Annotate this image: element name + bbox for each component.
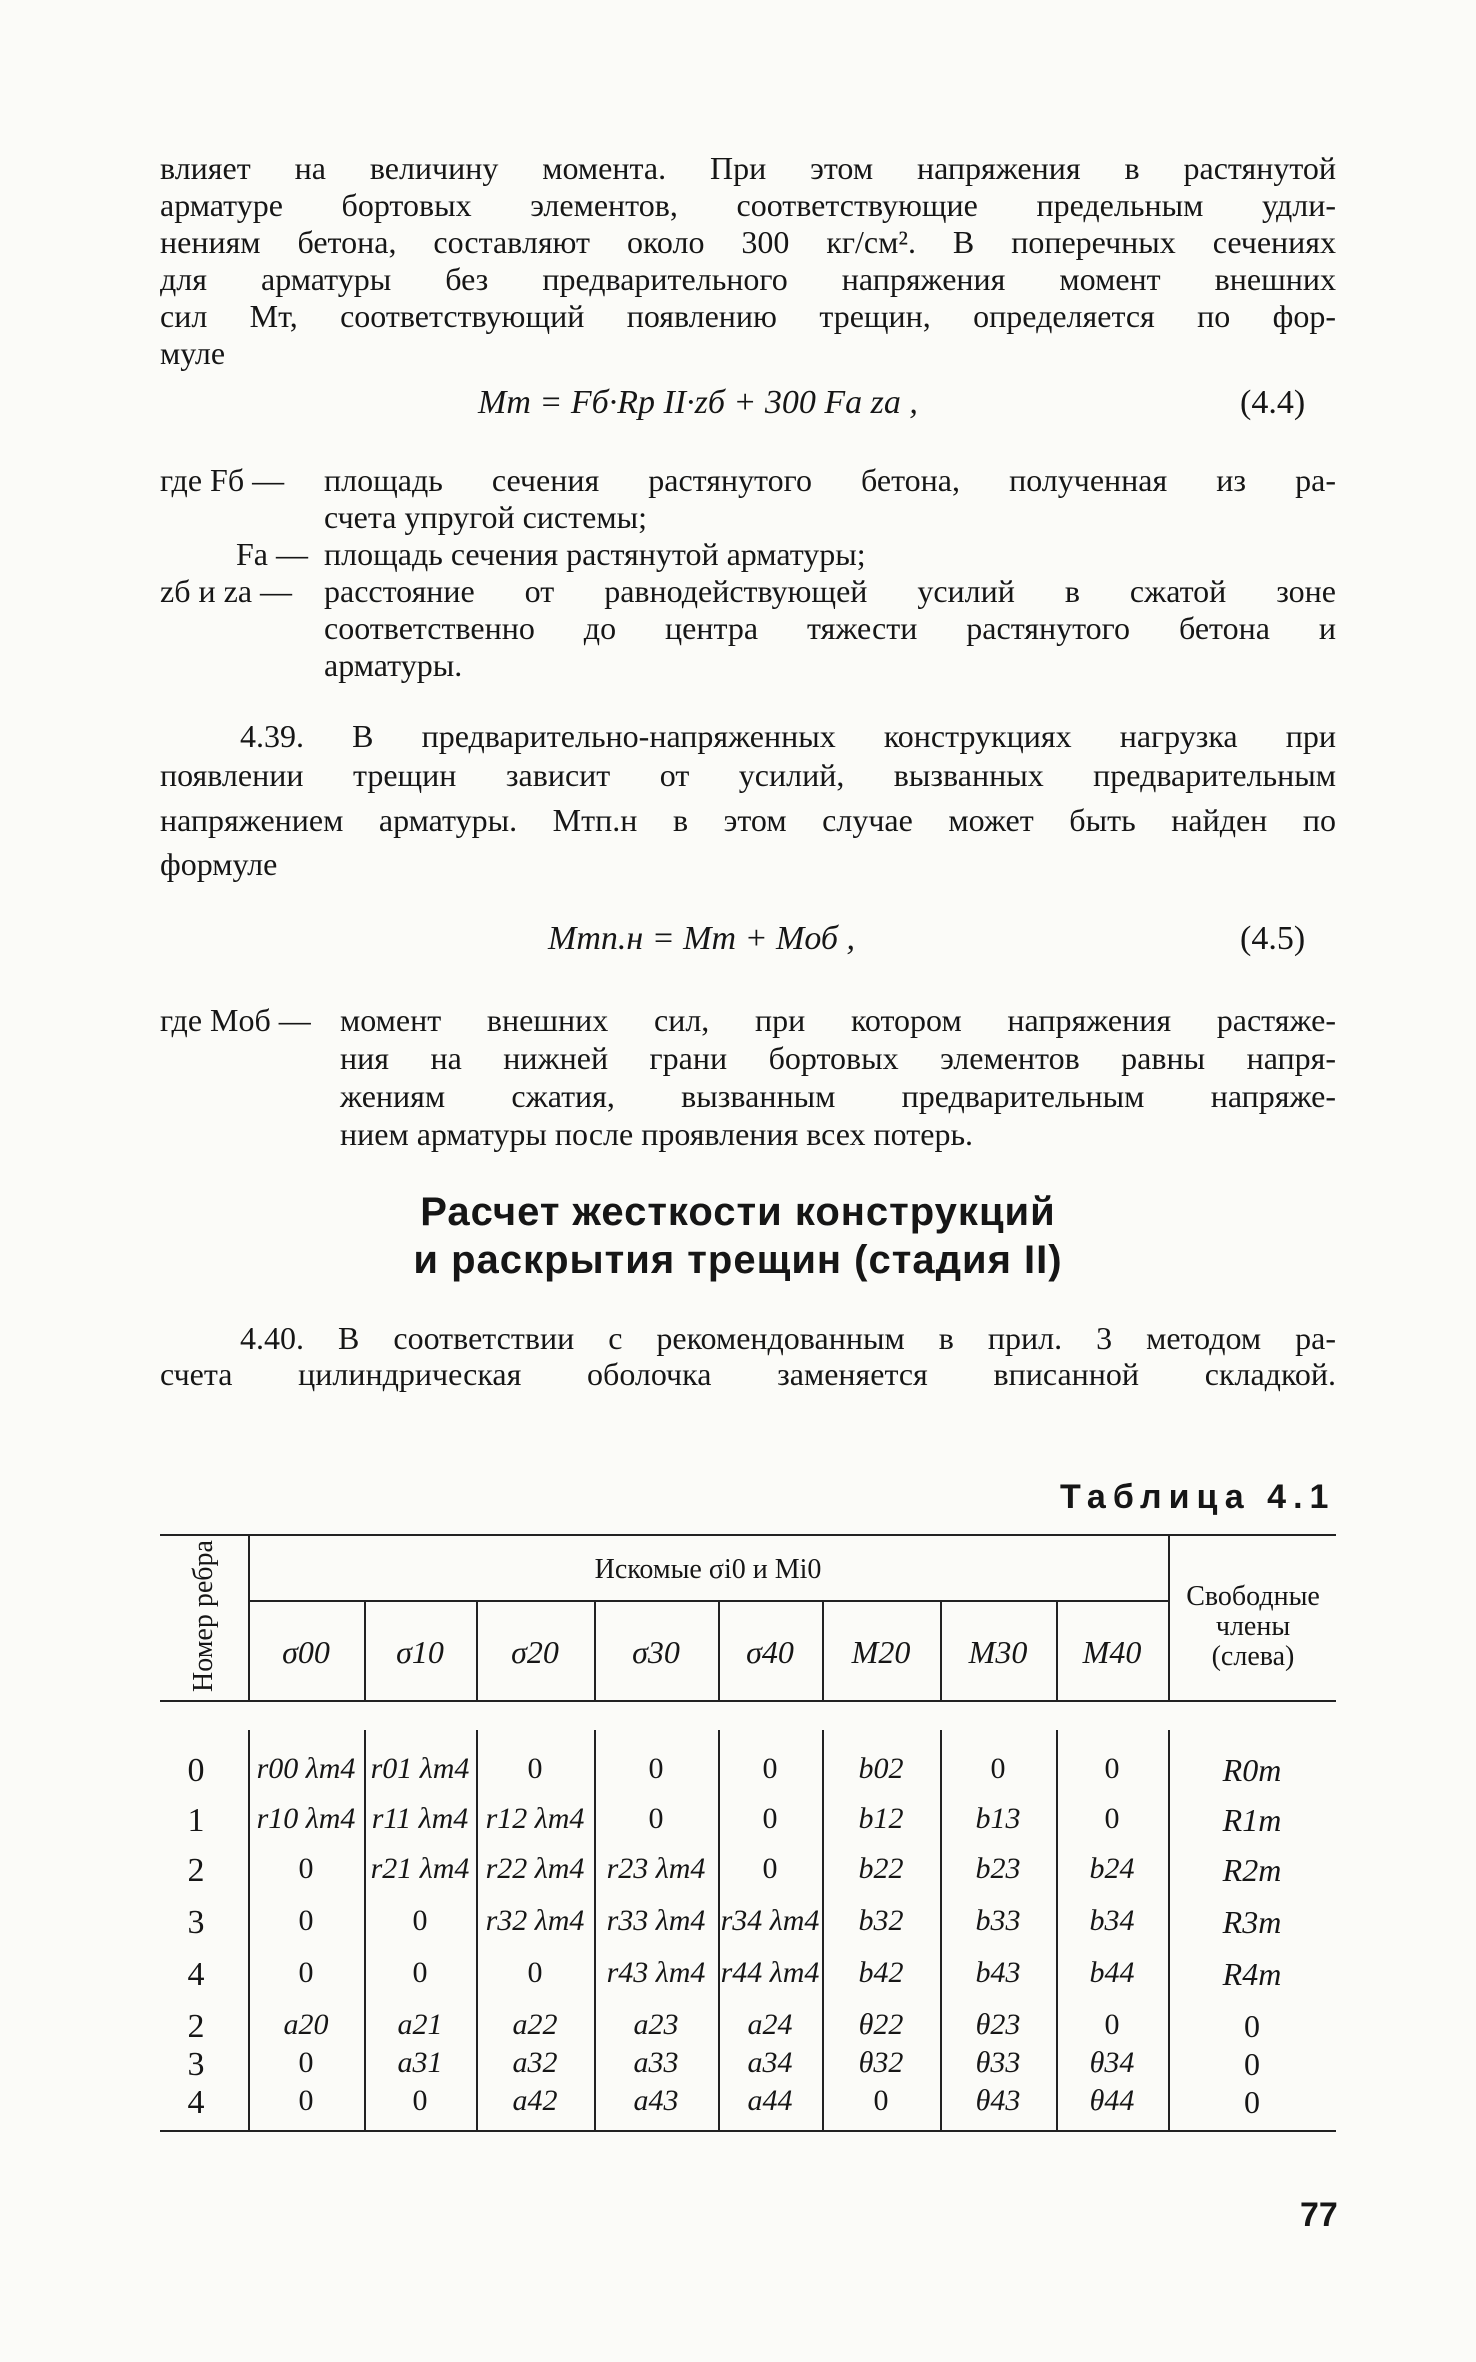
table-cell: 0 (1104, 2008, 1120, 2041)
table-cell: 0 (412, 2084, 428, 2117)
table-cell: 0 (648, 1802, 664, 1835)
table-cell: a44 (747, 2084, 793, 2117)
row-number: 2 (187, 1852, 205, 1889)
free-term-cell: 0 (1244, 2084, 1260, 2120)
free-term-cell: R0m (1222, 1752, 1282, 1788)
header-free-terms (1170, 1582, 1336, 1672)
header-free-line: члены (1215, 1611, 1291, 1642)
table-cell: a24 (747, 2008, 793, 2041)
table-cell: 0 (527, 1752, 543, 1785)
table-cell: a33 (633, 2046, 679, 2079)
table-cell: r33 λm4 (606, 1904, 706, 1937)
table-cell: a34 (747, 2046, 793, 2079)
row-number: 4 (187, 2084, 205, 2121)
definition-text: площадь сечения растянутой арматуры; (324, 536, 866, 572)
definition-term: Fа — (236, 536, 308, 572)
table-cell: 0 (298, 2046, 314, 2079)
definition-text: жениям сжатия, вызванным предварительным напряже- (340, 1078, 1336, 1114)
formula-number: (4.5) (1240, 920, 1306, 957)
table-cell: a31 (397, 2046, 443, 2079)
table-cell: 0 (412, 1904, 428, 1937)
text-line: 4.40. В соответствии с рекомендованным в прил. 3 методом ра- (240, 1320, 1336, 1356)
header-row-number: Номер ребра (188, 1540, 219, 1692)
table-cell: 0 (990, 1752, 1006, 1785)
definition-term: zб и zа — (160, 573, 293, 609)
table-cell: θ22 (858, 2008, 904, 2041)
text-line: арматуре бортовых элементов, соответствующие предельным удли- (160, 187, 1336, 223)
table-cell: r10 λm4 (256, 1802, 356, 1835)
column-header: M30 (968, 1634, 1028, 1670)
table-rule (248, 1600, 1168, 1602)
table-cell: θ44 (1089, 2084, 1135, 2117)
free-term-cell: 0 (1244, 2008, 1260, 2044)
column-header: σ20 (511, 1634, 559, 1670)
row-number: 1 (187, 1802, 205, 1839)
table-cell: b02 (858, 1752, 904, 1785)
table-cell: 0 (1104, 1752, 1120, 1785)
text-line: 4.39. В предварительно-напряженных конструкциях нагрузка при (240, 718, 1336, 754)
definition-text: соответственно до центра тяжести растянутого бетона и (324, 610, 1336, 646)
page-number: 77 (1300, 2196, 1338, 2234)
formula-4-5: Mтп.н = Mт + Mоб , (548, 920, 855, 957)
text-line: счета цилиндрическая оболочка заменяется вписанной складкой. (160, 1356, 1336, 1392)
table-rule (594, 1730, 596, 2010)
free-term-cell: R3m (1222, 1904, 1282, 1940)
table-cell: a23 (633, 2008, 679, 2041)
table-cell: r34 λm4 (720, 1904, 820, 1937)
free-term-cell: R4m (1222, 1956, 1282, 1992)
table-rule (476, 1600, 478, 1700)
table-rule (940, 1600, 942, 1700)
table-cell: θ43 (975, 2084, 1021, 2117)
table-cell: b42 (858, 1956, 904, 1989)
table-cell: 0 (648, 1752, 664, 1785)
table-rule (160, 1700, 1336, 1702)
column-header: σ40 (746, 1634, 794, 1670)
text-line: муле (160, 335, 226, 371)
table-rule (160, 2130, 1336, 2132)
text-line: сил Mт, соответствующий появлению трещин, определяется по фор- (160, 298, 1336, 334)
table-cell: b22 (858, 1852, 904, 1885)
section-heading-line: Расчет жесткости конструкций (420, 1190, 1056, 1234)
table-cell: b13 (975, 1802, 1021, 1835)
row-number: 0 (187, 1752, 205, 1789)
definition-text: арматуры. (324, 647, 463, 683)
definition-term: где Fб — (160, 462, 285, 498)
table-cell: b24 (1089, 1852, 1135, 1885)
text-line: появлении трещин зависит от усилий, вызванных предварительным (160, 757, 1336, 793)
column-header: M40 (1082, 1634, 1142, 1670)
table-cell: a43 (633, 2084, 679, 2117)
table-cell: r21 λm4 (370, 1852, 470, 1885)
table-cell: 0 (527, 1956, 543, 1989)
table-cell: a42 (512, 2084, 558, 2117)
column-header: σ00 (282, 1634, 330, 1670)
table-cell: b43 (975, 1956, 1021, 1989)
table-cell: 0 (762, 1852, 778, 1885)
table-cell: 0 (762, 1752, 778, 1785)
table-cell: b33 (975, 1904, 1021, 1937)
table-caption: Таблица 4.1 (1060, 1478, 1336, 1516)
table-cell: 0 (1104, 1802, 1120, 1835)
table-cell: 0 (298, 1852, 314, 1885)
table-cell: b34 (1089, 1904, 1135, 1937)
definition-text: площадь сечения растянутого бетона, полученная из ра- (324, 462, 1336, 498)
table-cell: 0 (298, 2084, 314, 2117)
table-rule (594, 1600, 596, 1700)
header-free-line: Свободные (1186, 1581, 1320, 1612)
row-number: 4 (187, 1956, 205, 1993)
table-cell: b44 (1089, 1956, 1135, 1989)
table-cell: 0 (873, 2084, 889, 2117)
definition-text: счета упругой системы; (324, 499, 647, 535)
free-term-cell: R2m (1222, 1852, 1282, 1888)
row-number: 2 (187, 2008, 205, 2045)
table-cell: a22 (512, 2008, 558, 2041)
definition-text: ния на нижней грани бортовых элементов равны напря- (340, 1040, 1336, 1076)
table-cell: 0 (762, 1802, 778, 1835)
table-cell: a20 (283, 2008, 329, 2041)
definition-text: момент внешних сил, при котором напряжения растяже- (340, 1002, 1336, 1038)
header-free-line: (слева) (1211, 1641, 1295, 1672)
table-cell: a21 (397, 2008, 443, 2041)
column-header: σ30 (632, 1634, 680, 1670)
table-cell: θ32 (858, 2046, 904, 2079)
formula-4-4: Mт = Fб·Rр II·zб + 300 Fа zа , (478, 384, 918, 421)
table-cell: b32 (858, 1904, 904, 1937)
table-cell: 0 (412, 1956, 428, 1989)
table-cell: r11 λm4 (371, 1802, 469, 1835)
table-cell: r23 λm4 (606, 1852, 706, 1885)
definition-term: где Mоб — (160, 1002, 311, 1038)
table-cell: a32 (512, 2046, 558, 2079)
table-cell: r43 λm4 (606, 1956, 706, 1989)
free-term-cell: 0 (1244, 2046, 1260, 2082)
table-cell: b23 (975, 1852, 1021, 1885)
table-cell: 0 (298, 1956, 314, 1989)
table-cell: r12 λm4 (485, 1802, 585, 1835)
row-number: 3 (187, 1904, 205, 1941)
table-cell: b12 (858, 1802, 904, 1835)
table-cell: θ33 (975, 2046, 1021, 2079)
table-rule (594, 2010, 596, 2130)
free-term-cell: R1m (1222, 1802, 1282, 1838)
table-cell: r01 λm4 (370, 1752, 470, 1785)
table-cell: 0 (298, 1904, 314, 1937)
table-cell: r00 λm4 (256, 1752, 356, 1785)
text-line: формуле (160, 846, 278, 882)
definition-text: расстояние от равнодействующей усилий в сжатой зоне (324, 573, 1336, 609)
column-header: σ10 (396, 1634, 444, 1670)
column-header: M20 (851, 1634, 911, 1670)
header-sought: Искомые σi0 и Mi0 (594, 1554, 822, 1585)
table-cell: r32 λm4 (485, 1904, 585, 1937)
table-cell: r44 λm4 (720, 1956, 820, 1989)
text-line: напряжением арматуры. Mтп.н в этом случае может быть найден по (160, 802, 1336, 838)
definition-text: нием арматуры после проявления всех потерь. (340, 1116, 974, 1152)
table-cell: θ34 (1089, 2046, 1135, 2079)
row-number: 3 (187, 2046, 205, 2083)
text-line: влияет на величину момента. При этом напряжения в растянутой (160, 150, 1336, 186)
formula-number: (4.4) (1240, 384, 1306, 421)
text-line: для арматуры без предварительного напряжения момент внешних (160, 261, 1336, 297)
table-rule (160, 1534, 1336, 1536)
table-cell: r22 λm4 (485, 1852, 585, 1885)
table-cell: θ23 (975, 2008, 1021, 2041)
section-heading-line: и раскрытия трещин (стадия II) (413, 1238, 1063, 1282)
text-line: нениям бетона, составляют около 300 кг/см². В поперечных сечениях (160, 224, 1336, 260)
